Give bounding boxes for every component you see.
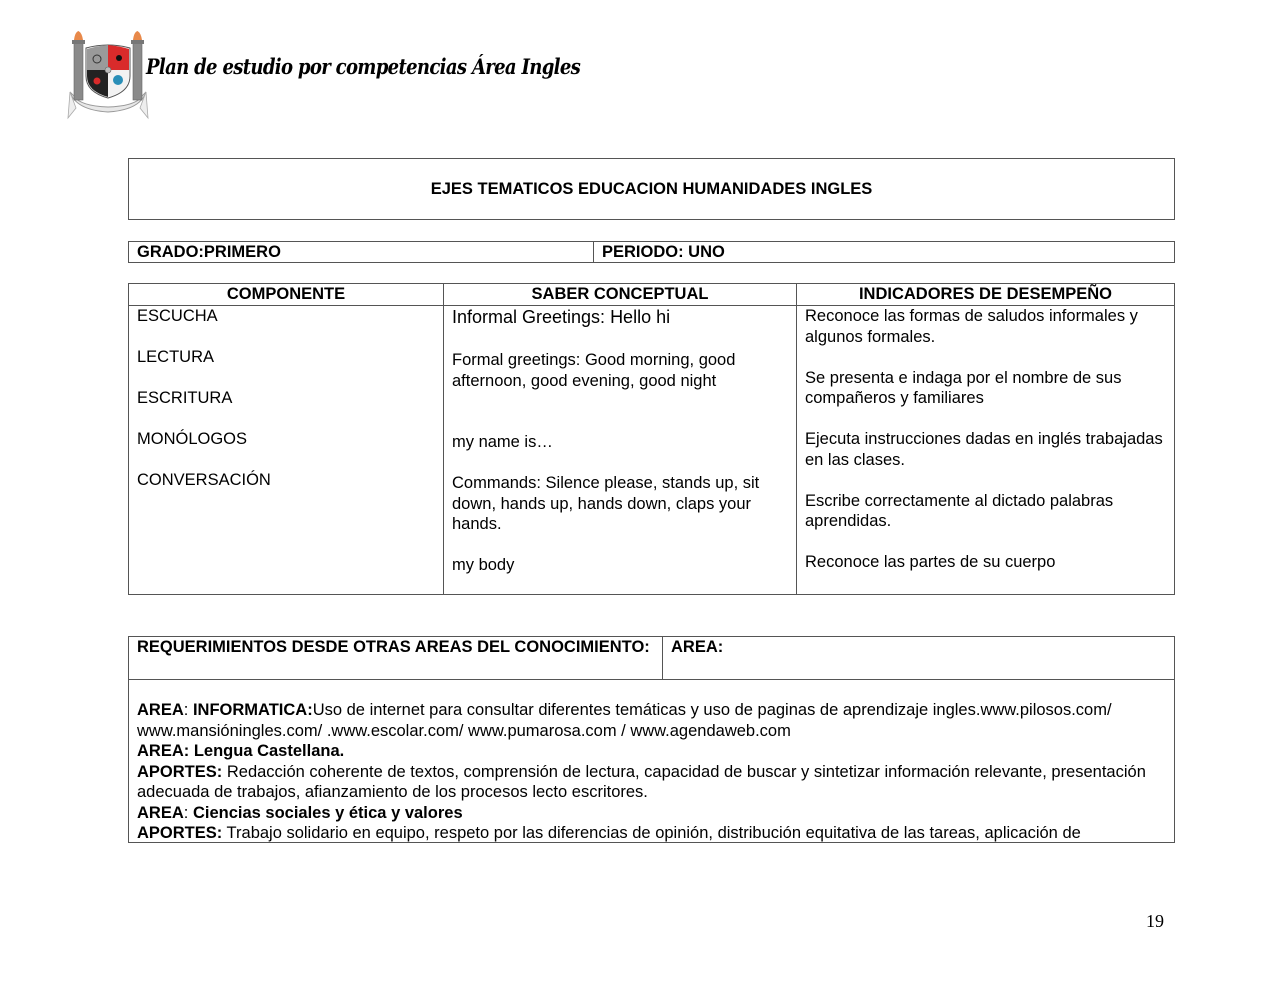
grade-period-row [128,241,1175,263]
indicador-item: Reconoce las partes de su cuerpo [805,553,1056,571]
lengua-aportes [137,762,1166,803]
requirements-header-left: REQUERIMIENTOS DESDE OTRAS AREAS DEL CONOCIMIENTO: [129,637,663,679]
saber-item: my body [452,556,515,574]
indicadores-cell [797,306,1174,595]
saber-item: Commands: Silence please, stands up, sit down, hands up, hands down, claps your hands. [452,474,760,533]
componente-cell [129,306,444,595]
indicador-item: Reconoce las formas de saludos informales y algunos formales. [805,307,1138,346]
colon: : [183,701,189,719]
document-title: Plan de estudio por competencias Área Ingles [146,54,581,79]
aportes-label: APORTES: [137,824,223,842]
section-title-box [128,158,1175,220]
requirements-table [128,636,1175,843]
page-number: 19 [1146,911,1164,931]
requirements-header-area: AREA: [671,638,724,656]
componente-item: ESCUCHA [137,307,218,325]
saber-item: my name is… [452,433,553,451]
header-saber-conceptual: SABER CONCEPTUAL [444,284,797,305]
saber-item: Formal greetings: Good morning, good afternoon, good evening, good night [452,351,736,390]
componente-item: MONÓLOGOS [137,430,248,448]
aportes-text: Trabajo solidario en equipo, respeto por las diferencias de opinión, distribución equitativa de las tareas, aplicación de [222,824,1081,842]
period-cell: PERIODO: UNO [602,243,725,261]
school-crest-icon [66,30,150,120]
saber-item: Informal Greetings: Hello hi [452,307,671,327]
competencies-table [128,283,1175,595]
aportes-text: Redacción coherente de textos, comprensión de lectura, capacidad de buscar y sintetizar información relevante, presentación adecuada de trabajos, afianzamiento de los procesos lecto escritores. [137,762,1146,801]
componente-item: LECTURA [137,348,215,366]
table-header-row [129,284,1174,306]
requirements-header-row [129,637,1174,680]
lengua-area-line: AREA: Lengua Castellana. [137,742,345,760]
header-componente: COMPONENTE [129,284,444,305]
area-label: AREA [137,803,184,822]
informatica-entry [137,700,1166,741]
requirements-body [129,680,1174,842]
colon: : [183,803,189,822]
saber-conceptual-cell [444,306,797,595]
grade-cell: GRADO:PRIMERO [129,242,594,262]
indicador-item: Se presenta e indaga por el nombre de sus compañeros y familiares [805,368,1122,407]
indicador-item: Ejecuta instrucciones dadas en inglés trabajadas en las clases. [805,430,1163,469]
area-text: Uso de internet para consultar diferentes temáticas y uso de paginas de aprendizaje ingles.www.pilosos.com/ www.mansióningles.com/ .www.escolar.com/ www.pumarosa.com / www.agendaweb.com [137,701,1112,740]
section-title: EJES TEMATICOS EDUCACION HUMANIDADES INGLES [430,179,873,198]
indicador-item: Escribe correctamente al dictado palabras aprendidas. [805,491,1114,530]
ciencias-aportes [137,823,1166,844]
header-indicadores: INDICADORES DE DESEMPEÑO [858,285,1113,303]
area-name: Ciencias sociales y ética y valores [188,803,463,822]
aportes-label: APORTES: [137,762,223,781]
area-name: INFORMATICA: [188,701,313,719]
ciencias-area-line [137,803,1166,824]
componente-item: CONVERSACIÓN [137,471,271,489]
area-label: AREA [137,701,184,719]
componente-item: ESCRITURA [137,389,233,407]
table-body-row [129,306,1174,595]
